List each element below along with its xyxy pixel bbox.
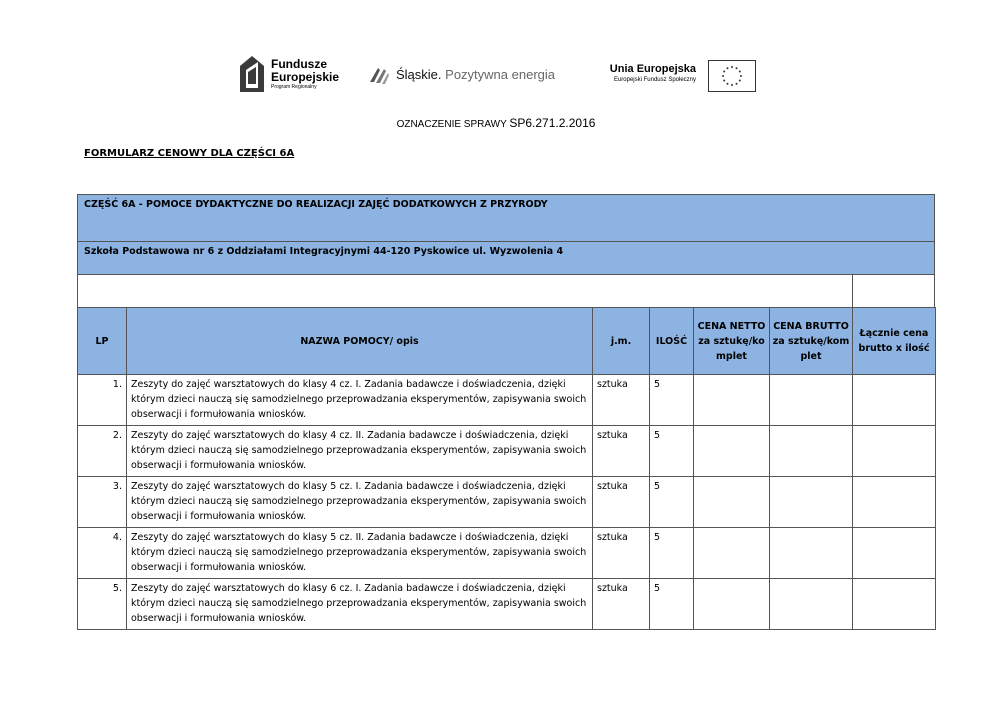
row-net-price	[694, 528, 770, 579]
blank-row-divider	[852, 275, 853, 307]
row-qty: 5	[650, 375, 694, 426]
row-unit: sztuka	[593, 579, 650, 630]
row-net-price	[694, 579, 770, 630]
col-gross-price: CENA BRUTTO za sztukę/kom plet	[770, 308, 853, 375]
row-total	[853, 477, 936, 528]
table-row	[78, 528, 936, 579]
row-lp: 3.	[78, 477, 127, 528]
row-gross-price	[770, 426, 853, 477]
form-title: FORMULARZ CENOWY DLA CZĘŚCI 6A	[84, 148, 295, 159]
logo-bar	[238, 50, 758, 100]
row-gross-price	[770, 579, 853, 630]
row-qty: 5	[650, 477, 694, 528]
ue-line2: Europejski Fundusz Społeczny	[613, 77, 696, 83]
row-net-price	[694, 426, 770, 477]
row-net-price	[694, 375, 770, 426]
unia-europejska-logo	[604, 60, 756, 94]
slaskie-brand: Śląskie.	[396, 67, 442, 82]
row-name: Zeszyty do zajęć warsztatowych do klasy 5 cz. II. Zadania badawcze i doświadczenia, dzięki którym dzieci nauczą się samodzielnego przeprowadzania eksperymentów, zapisywania swoich obserwacji i formułowania wniosków.	[127, 528, 593, 579]
school-address: Szkoła Podstawowa nr 6 z Oddziałami Integracyjnymi 44-120 Pyskowice ul. Wyzwolenia 4	[77, 241, 935, 275]
row-net-price	[694, 477, 770, 528]
row-gross-price	[770, 528, 853, 579]
col-total: Łącznie cena brutto x ilość	[853, 308, 936, 375]
slaskie-tagline: Pozytywna energia	[445, 67, 555, 82]
table-row	[78, 579, 936, 630]
case-number: SP6.271.2.2016	[509, 116, 596, 130]
eu-flag-icon	[708, 60, 756, 92]
row-qty: 5	[650, 426, 694, 477]
table-header-row	[78, 308, 936, 375]
table-row	[78, 477, 936, 528]
row-name: Zeszyty do zajęć warsztatowych do klasy 6 cz. I. Zadania badawcze i doświadczenia, dzięki którym dzieci nauczą się samodzielnego przeprowadzania eksperymentów, zapisywania swoich obserwacji i formułowania wniosków.	[127, 579, 593, 630]
col-net-price: CENA NETTO za sztukę/ko mplet	[694, 308, 770, 375]
col-name: NAZWA POMOCY/ opis	[127, 308, 593, 375]
ue-line1: Unia Europejska	[609, 63, 696, 75]
col-qty: ILOŚĆ	[650, 308, 694, 375]
fe-line3: Program Regionalny	[271, 84, 317, 90]
row-unit: sztuka	[593, 375, 650, 426]
row-name: Zeszyty do zajęć warsztatowych do klasy 5 cz. I. Zadania badawcze i doświadczenia, dzięki którym dzieci nauczą się samodzielnego przeprowadzania eksperymentów, zapisywania swoich obserwacji i formułowania wniosków.	[127, 477, 593, 528]
table-row	[78, 375, 936, 426]
row-name: Zeszyty do zajęć warsztatowych do klasy 4 cz. I. Zadania badawcze i doświadczenia, dzięki którym dzieci nauczą się samodzielnego przeprowadzania eksperymentów, zapisywania swoich obserwacji i formułowania wniosków.	[127, 375, 593, 426]
price-table	[77, 307, 936, 630]
col-unit: j.m.	[593, 308, 650, 375]
row-lp: 5.	[78, 579, 127, 630]
row-total	[853, 426, 936, 477]
row-name: Zeszyty do zajęć warsztatowych do klasy 4 cz. II. Zadania badawcze i doświadczenia, dzięki którym dzieci nauczą się samodzielnego przeprowadzania eksperymentów, zapisywania swoich obserwacji i formułowania wniosków.	[127, 426, 593, 477]
fe-line1: Fundusze	[271, 57, 327, 71]
fundusze-europejskie-logo	[238, 50, 348, 100]
col-lp: LP	[78, 308, 127, 375]
fe-line2: Europejskie	[271, 70, 340, 84]
row-unit: sztuka	[593, 477, 650, 528]
row-lp: 4.	[78, 528, 127, 579]
case-designation	[0, 116, 992, 130]
blank-row	[77, 274, 935, 308]
fundusze-europejskie-icon	[238, 52, 266, 94]
row-gross-price	[770, 375, 853, 426]
row-total	[853, 375, 936, 426]
row-gross-price	[770, 477, 853, 528]
row-unit: sztuka	[593, 426, 650, 477]
case-label: OZNACZENIE SPRAWY	[396, 119, 507, 130]
part-title: CZĘŚĆ 6A - POMOCE DYDAKTYCZNE DO REALIZACJI ZAJĘĆ DODATKOWYCH Z PRZYRODY	[77, 194, 935, 242]
row-qty: 5	[650, 579, 694, 630]
row-total	[853, 579, 936, 630]
table-row	[78, 426, 936, 477]
slaskie-icon	[368, 64, 390, 86]
row-lp: 1.	[78, 375, 127, 426]
row-lp: 2.	[78, 426, 127, 477]
slaskie-logo	[368, 64, 568, 88]
row-unit: sztuka	[593, 528, 650, 579]
row-total	[853, 528, 936, 579]
row-qty: 5	[650, 528, 694, 579]
